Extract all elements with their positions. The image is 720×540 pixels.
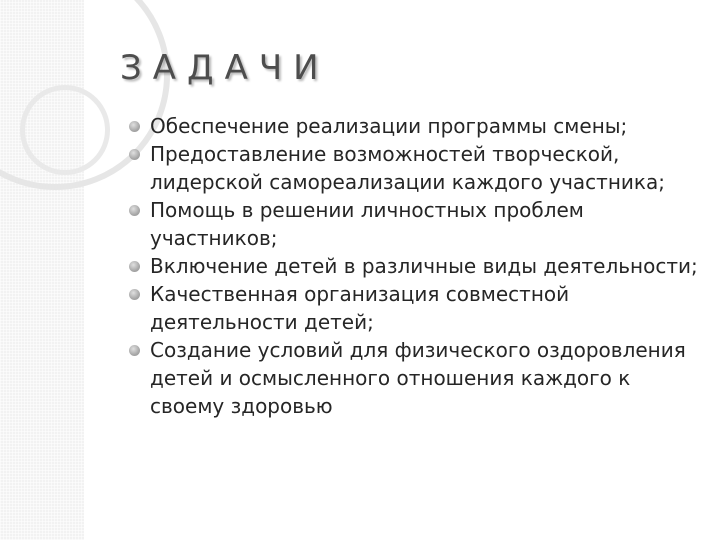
decorative-circle-small [20, 85, 110, 175]
list-item-text: Включение детей в различные виды деятельности; [150, 254, 698, 278]
bullet-icon [129, 121, 140, 132]
bullet-icon [129, 261, 140, 272]
slide-title: ЗАДАЧИ [120, 48, 330, 88]
list-item [128, 196, 708, 252]
list-item [128, 252, 708, 280]
list-item [128, 112, 708, 140]
bullet-icon [129, 149, 140, 160]
list-item-text: Помощь в решении личностных проблем участников; [150, 198, 584, 250]
bullet-icon [129, 345, 140, 356]
bullet-icon [129, 205, 140, 216]
bullet-icon [129, 289, 140, 300]
slide-content [128, 112, 708, 420]
list-item-text: Предоставление возможностей творческой, лидерской самореализации каждого участника; [150, 142, 665, 194]
list-item-text: Качественная организация совместной деятельности детей; [150, 282, 570, 334]
list-item [128, 140, 708, 196]
list-item [128, 336, 708, 420]
list-item-text: Обеспечение реализации программы смены; [150, 114, 628, 138]
task-list [128, 112, 708, 420]
list-item [128, 280, 708, 336]
list-item-text: Создание условий для физического оздоровления детей и осмысленного отношения каждого к своему здоровью [150, 338, 686, 418]
